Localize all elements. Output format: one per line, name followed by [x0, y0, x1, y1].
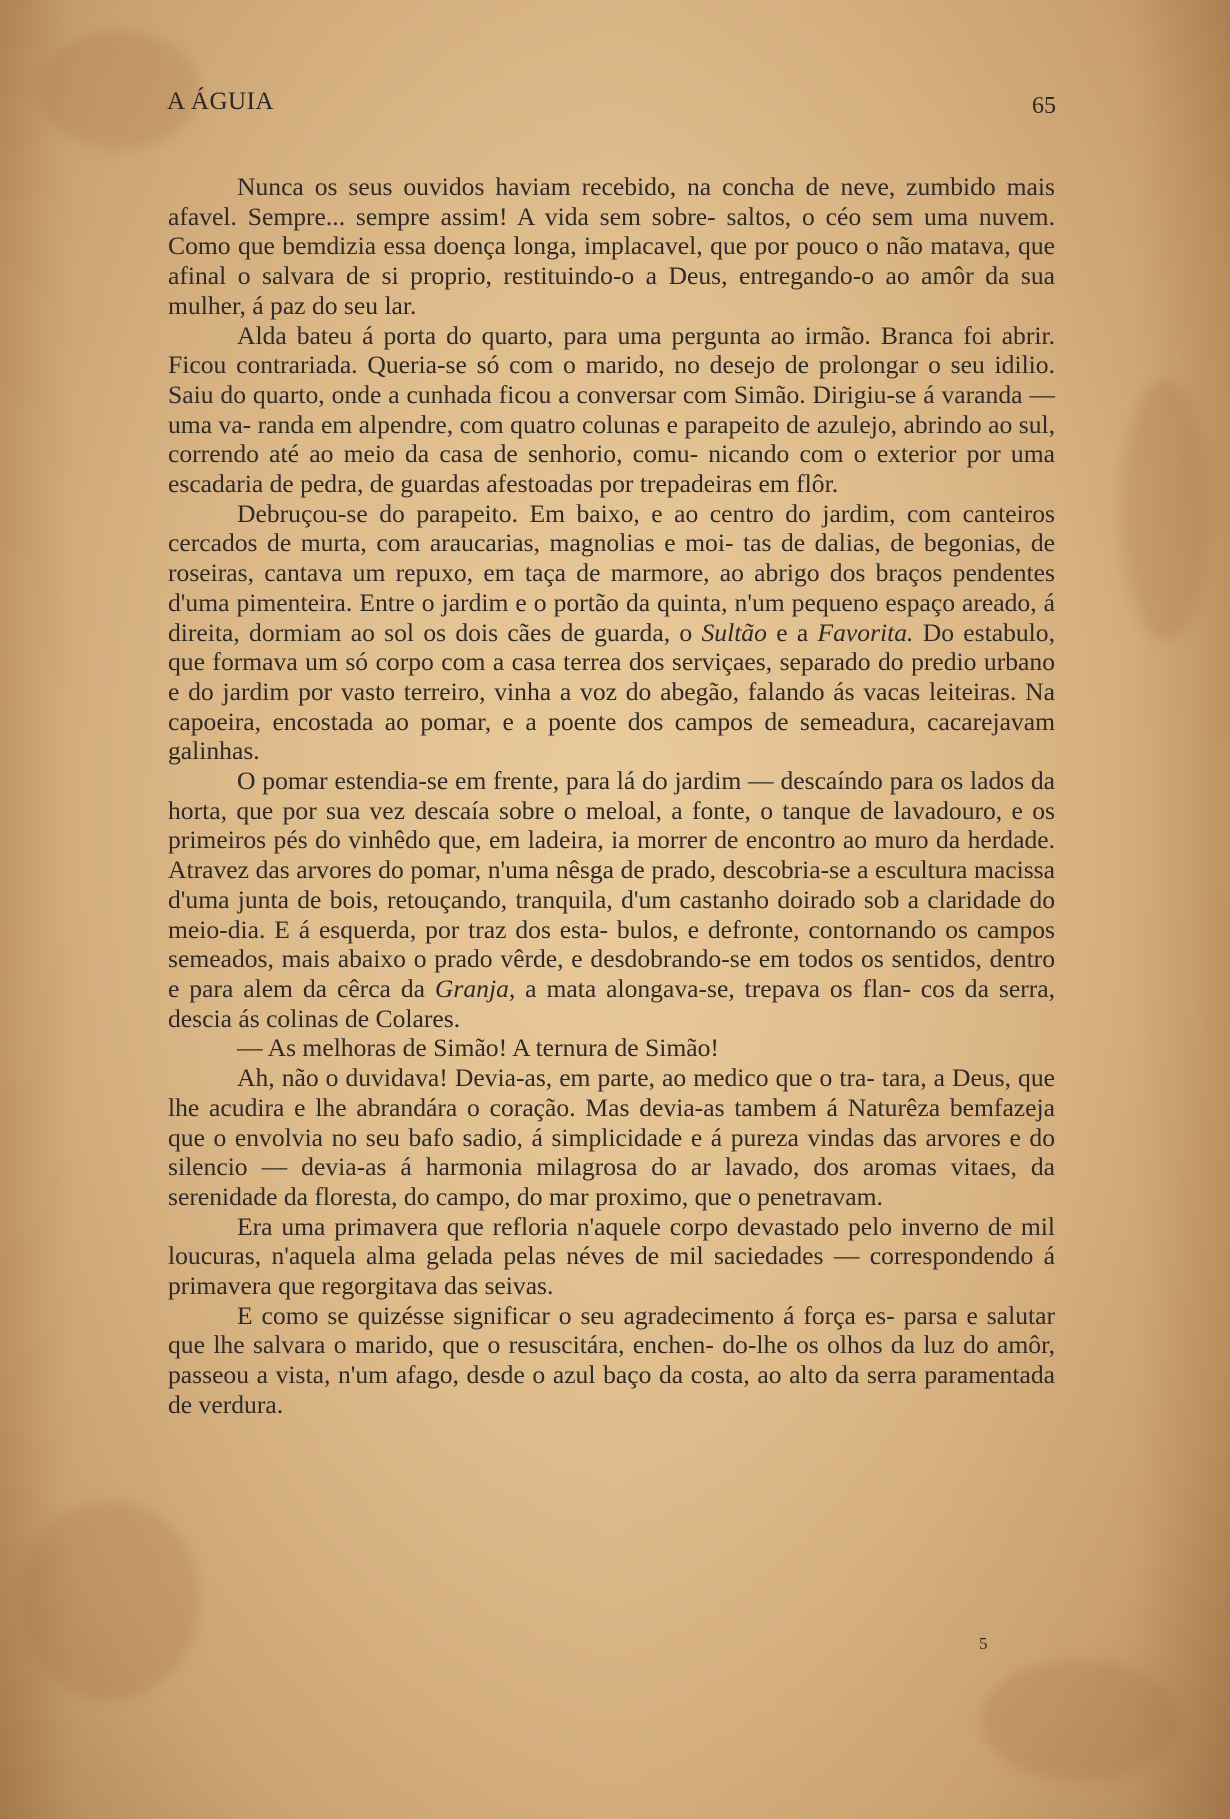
text-run: O pomar estendia-se em frente, para lá do jardim — descaíndo para os lados da horta, que por sua vez descaía sobre o meloal, a fonte, o tanque de lavadouro, e os primeiros pés do vinhêdo que, em ladeira, ia morrer de encontro ao muro da herdade. Atravez das arvores do pomar, n'uma nêsga de prado, descobria-se a escultura macissa d'uma junta de bois, retouçando, tranquila, d'um castanho doirado sob a claridade do meio-dia. E á esquerda, por traz dos esta- bulos, e defronte, contornando os campos semeados, mais abaixo o prado vêrde, e desdobrando-se em todos os sentidos, dentro e para alem da cêrca da [168, 766, 1055, 1003]
italic-text: Granja, [434, 973, 516, 1003]
paper-stain [20, 1500, 200, 1700]
paragraph [168, 766, 1055, 1033]
text-run: Nunca os seus ouvidos haviam recebido, na concha de neve, zumbido mais afavel. Sempre... sempre assim! A vida sem sobre- saltos, o céo sem uma nuvem. Como que bemdizia essa doença longa, implacavel, que por pouco o não matava, que afinal o salvara de si proprio, restituindo-o a Deus, entregando-o ao amôr da sua mulher, á paz do seu lar. [168, 172, 1055, 320]
paragraph [168, 172, 1055, 321]
text-run: a mata alongava-se, trepava os flan- cos da serra, descia ás colinas de Colares. [168, 973, 1056, 1033]
paper-stain [1120, 380, 1210, 640]
text-run: E como se quizésse significar o seu agradecimento á força es- parsa e salutar que lhe salvara o marido, que o resuscitára, enchen- do-lhe os olhos da luz do amôr, passeou a vista, n'um afago, desde o azul baço da costa, ao alto da serra paramentada de verdura. [168, 1300, 1055, 1419]
signature-mark: 5 [979, 1634, 988, 1653]
paragraph [168, 1033, 1055, 1063]
paper-stain [980, 1660, 1180, 1780]
italic-text: Sultão [701, 617, 767, 647]
paragraph [168, 321, 1055, 499]
body-text [168, 172, 1055, 1420]
text-run: Debruçou-se do parapeito. Em baixo, e ao centro do jardim, com canteiros cercados de murta, com araucarias, magnolias e moi- tas de dalias, de begonias, de roseiras, cantava um repuxo, em taça de marmore, ao abrigo dos braços pendentes d'uma pimenteira. Entre o jardim e o portão da quinta, n'um pequeno espaço areado, á direita, dormiam ao sol os dois cães de guarda, o [168, 498, 1055, 647]
text-run: Alda bateu á porta do quarto, para uma pergunta ao irmão. Branca foi abrir. Ficou contrariada. Queria-se só com o marido, no desejo de prolongar o seu idilio. Saiu do quarto, onde a cunhada ficou a conversar com Simão. Dirigiu-se á varanda — uma va- randa em alpendre, com quatro colunas e parapeito de azulejo, abrindo ao sul, correndo até ao meio da casa de senhorio, comu- nicando com o exterior por uma escadaria de pedra, de guardas afestoadas por trepadeiras em flôr. [168, 320, 1055, 499]
running-title: A ÁGUIA [167, 88, 274, 115]
page-number: 65 [1032, 93, 1056, 119]
text-run: — As melhoras de Simão! A ternura de Simão! [237, 1033, 719, 1063]
paragraph [168, 1063, 1055, 1212]
paragraph [168, 1301, 1055, 1420]
paragraph [168, 499, 1055, 766]
text-run: Ah, não o duvidava! Devia-as, em parte, ao medico que o tra- tara, a Deus, que lhe acudira e lhe abrandára o coração. Mas devia-as tambem á Naturêza bemfazeja que o envolvia no seu bafo sadio, á simplicidade e á pureza vindas das arvores e do silencio — devia-as á harmonia milagrosa do ar lavado, dos aromas vitaes, da serenidade da floresta, do campo, do mar proximo, que o penetravam. [168, 1063, 1055, 1211]
italic-text: Favorita. [817, 617, 914, 647]
text-run: Era uma primavera que refloria n'aquele corpo devastado pelo inverno de mil loucuras, n'aquela alma gelada pelas néves de mil saciedades — correspondendo á primavera que regorgitava das seivas. [168, 1211, 1055, 1301]
text-run: Do estabulo, que formava um só corpo com a casa terrea dos serviçaes, separado do predio urbano e do jardim por vasto terreiro, vinha a voz do abegão, falando ás vacas leiteiras. Na capoeira, encostada ao pomar, e a poente dos campos de semeadura, cacarejavam galinhas. [168, 617, 1055, 766]
paragraph [168, 1212, 1055, 1301]
text-run: e a [766, 617, 818, 647]
